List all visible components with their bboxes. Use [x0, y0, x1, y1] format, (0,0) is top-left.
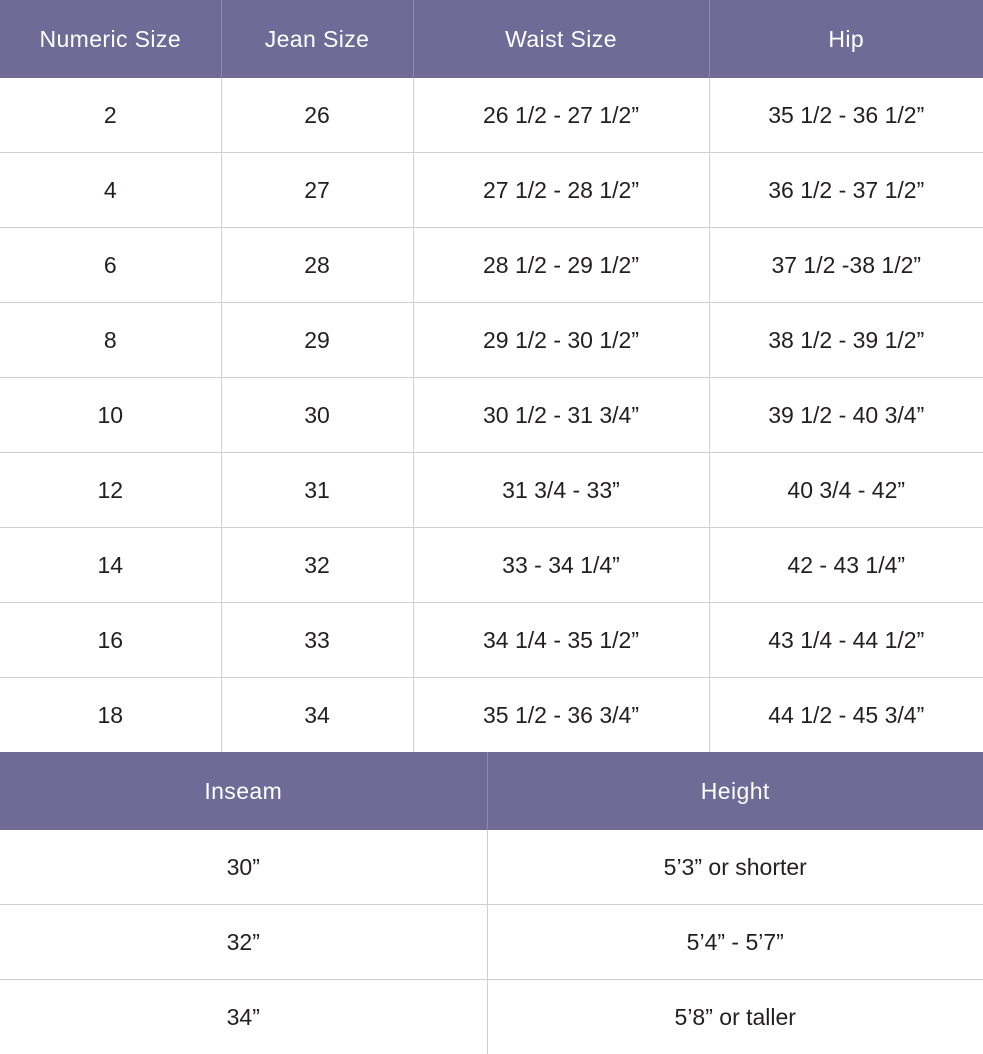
cell-waist-size: 29 1/2 - 30 1/2” [413, 303, 709, 378]
table-row [0, 78, 983, 153]
table-header-row [0, 0, 983, 78]
table-row [0, 153, 983, 228]
inseam-height-table [0, 752, 983, 1054]
column-header-inseam: Inseam [0, 752, 487, 830]
cell-inseam: 30” [0, 830, 487, 905]
cell-waist-size: 34 1/4 - 35 1/2” [413, 603, 709, 678]
cell-jean-size: 33 [221, 603, 413, 678]
column-header-jean-size: Jean Size [221, 0, 413, 78]
cell-waist-size: 35 1/2 - 36 3/4” [413, 678, 709, 753]
table-row [0, 830, 983, 905]
table-row [0, 603, 983, 678]
table-row [0, 228, 983, 303]
table-row [0, 378, 983, 453]
size-table-header [0, 0, 983, 78]
cell-jean-size: 28 [221, 228, 413, 303]
cell-hip: 42 - 43 1/4” [709, 528, 983, 603]
cell-height: 5’3” or shorter [487, 830, 983, 905]
cell-inseam: 34” [0, 980, 487, 1054]
inseam-table-header [0, 752, 983, 830]
inseam-table-body [0, 830, 983, 1054]
cell-numeric-size: 10 [0, 378, 221, 453]
size-table-body [0, 78, 983, 752]
cell-hip: 43 1/4 - 44 1/2” [709, 603, 983, 678]
cell-numeric-size: 4 [0, 153, 221, 228]
cell-height: 5’8” or taller [487, 980, 983, 1054]
cell-hip: 39 1/2 - 40 3/4” [709, 378, 983, 453]
cell-jean-size: 30 [221, 378, 413, 453]
cell-numeric-size: 8 [0, 303, 221, 378]
table-row [0, 905, 983, 980]
cell-numeric-size: 2 [0, 78, 221, 153]
cell-numeric-size: 14 [0, 528, 221, 603]
cell-numeric-size: 12 [0, 453, 221, 528]
table-row [0, 303, 983, 378]
cell-numeric-size: 18 [0, 678, 221, 753]
cell-waist-size: 31 3/4 - 33” [413, 453, 709, 528]
table-row [0, 453, 983, 528]
cell-numeric-size: 6 [0, 228, 221, 303]
column-header-height: Height [487, 752, 983, 830]
column-header-hip: Hip [709, 0, 983, 78]
cell-jean-size: 32 [221, 528, 413, 603]
cell-jean-size: 27 [221, 153, 413, 228]
cell-hip: 37 1/2 -38 1/2” [709, 228, 983, 303]
cell-jean-size: 34 [221, 678, 413, 753]
cell-hip: 38 1/2 - 39 1/2” [709, 303, 983, 378]
cell-hip: 40 3/4 - 42” [709, 453, 983, 528]
table-row [0, 678, 983, 753]
column-header-waist-size: Waist Size [413, 0, 709, 78]
cell-hip: 44 1/2 - 45 3/4” [709, 678, 983, 753]
cell-hip: 35 1/2 - 36 1/2” [709, 78, 983, 153]
cell-jean-size: 29 [221, 303, 413, 378]
column-header-numeric-size: Numeric Size [0, 0, 221, 78]
cell-inseam: 32” [0, 905, 487, 980]
cell-numeric-size: 16 [0, 603, 221, 678]
cell-waist-size: 30 1/2 - 31 3/4” [413, 378, 709, 453]
cell-waist-size: 33 - 34 1/4” [413, 528, 709, 603]
cell-waist-size: 28 1/2 - 29 1/2” [413, 228, 709, 303]
cell-jean-size: 26 [221, 78, 413, 153]
cell-hip: 36 1/2 - 37 1/2” [709, 153, 983, 228]
table-row [0, 980, 983, 1054]
cell-waist-size: 26 1/2 - 27 1/2” [413, 78, 709, 153]
cell-jean-size: 31 [221, 453, 413, 528]
cell-waist-size: 27 1/2 - 28 1/2” [413, 153, 709, 228]
table-header-row [0, 752, 983, 830]
cell-height: 5’4” - 5’7” [487, 905, 983, 980]
table-row [0, 528, 983, 603]
